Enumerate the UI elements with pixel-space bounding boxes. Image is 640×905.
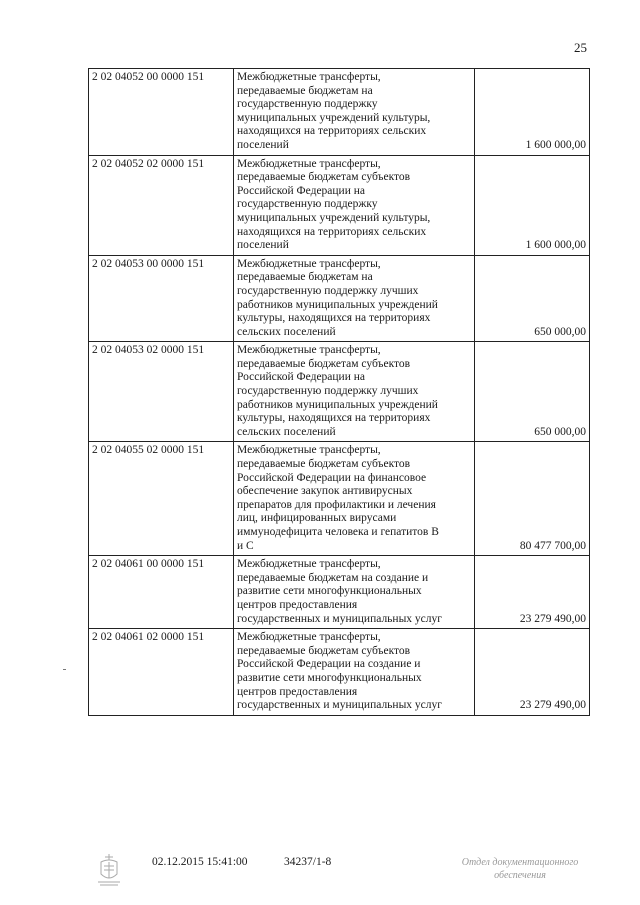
description-line: передаваемые бюджетам субъектов [237, 644, 411, 657]
table-row [89, 442, 590, 556]
description-cell [234, 155, 475, 255]
description-line: муниципальных учреждений культуры, [237, 111, 431, 124]
description-line: поселений [237, 138, 289, 151]
description-line: передаваемые бюджетам на создание и [237, 571, 429, 584]
footer-document-number: 34237/1-8 [284, 856, 332, 868]
amount-cell: 80 477 700,00 [475, 442, 590, 556]
description-line: поселений [237, 239, 289, 252]
amount-cell: 650 000,00 [475, 255, 590, 342]
description-line: лиц, инфицированных вирусами [237, 512, 397, 525]
description-cell [234, 69, 475, 156]
description-line: Российской Федерации на [237, 184, 365, 197]
description-line: и С [237, 539, 254, 552]
description-line: находящихся на территориях сельских [237, 225, 427, 238]
description-line: центров предоставления [237, 598, 358, 611]
description-line: работников муниципальных учреждений [237, 298, 438, 311]
description-line: государственную поддержку [237, 198, 378, 211]
amount-cell: 650 000,00 [475, 342, 590, 442]
description-line: сельских поселений [237, 425, 336, 438]
description-line: Межбюджетные трансферты, [237, 257, 381, 270]
description-cell [234, 442, 475, 556]
footer-timestamp: 02.12.2015 15:41:00 [152, 856, 248, 868]
description-line: Межбюджетные трансферты, [237, 344, 381, 357]
table-row [89, 342, 590, 442]
description-line: Межбюджетные трансферты, [237, 558, 381, 571]
budget-table [88, 68, 590, 716]
budget-code-cell: 2 02 04053 02 0000 151 [89, 342, 234, 442]
department-stamp-line: обеспечения [494, 870, 546, 881]
description-line: Российской Федерации на [237, 371, 365, 384]
table-row [89, 69, 590, 156]
department-stamp-line: Отдел документационного [461, 857, 579, 868]
amount-cell: 23 279 490,00 [475, 556, 590, 629]
description-line: работников муниципальных учреждений [237, 398, 438, 411]
description-line: передаваемые бюджетам на [237, 84, 373, 97]
description-line: Межбюджетные трансферты, [237, 444, 381, 457]
budget-code-cell: 2 02 04061 00 0000 151 [89, 556, 234, 629]
description-line: иммунодефицита человека и гепатитов В [237, 526, 439, 538]
description-line: Межбюджетные трансферты, [237, 631, 381, 644]
description-cell [234, 342, 475, 442]
description-line: находящихся на территориях сельских [237, 125, 427, 138]
description-line: государственную поддержку лучших [237, 284, 419, 297]
description-line: Межбюджетные трансферты, [237, 157, 381, 170]
budget-code-cell: 2 02 04061 02 0000 151 [89, 629, 234, 716]
budget-code-cell: 2 02 04052 00 0000 151 [89, 69, 234, 156]
table-row [89, 255, 590, 342]
amount-cell: 23 279 490,00 [475, 629, 590, 716]
description-line: сельских поселений [237, 325, 336, 338]
description-line: передаваемые бюджетам субъектов [237, 171, 411, 184]
description-line: культуры, находящихся на территориях [237, 312, 431, 325]
description-line: Межбюджетные трансферты, [237, 71, 381, 83]
table-row [89, 556, 590, 629]
description-line: государственных и муниципальных услуг [237, 612, 442, 625]
description-line: обеспечение закупок антивирусных [237, 485, 413, 498]
description-line: передаваемые бюджетам на [237, 271, 373, 284]
budget-code-cell: 2 02 04053 00 0000 151 [89, 255, 234, 342]
table-row [89, 155, 590, 255]
margin-mark [63, 669, 66, 670]
description-line: развитие сети многофункциональных [237, 585, 422, 598]
description-cell [234, 255, 475, 342]
amount-cell: 1 600 000,00 [475, 69, 590, 156]
description-line: культуры, находящихся на территориях [237, 412, 431, 425]
table-row [89, 629, 590, 716]
description-line: государственных и муниципальных услуг [237, 699, 442, 712]
description-line: центров предоставления [237, 685, 358, 698]
description-line: передаваемые бюджетам субъектов [237, 357, 411, 370]
page-number: 25 [574, 40, 587, 55]
description-line: передаваемые бюджетам субъектов [237, 458, 411, 471]
description-line: Российской Федерации на финансовое [237, 471, 427, 484]
budget-code-cell: 2 02 04055 02 0000 151 [89, 442, 234, 556]
description-line: препаратов для профилактики и лечения [237, 498, 436, 511]
description-line: государственную поддержку [237, 98, 378, 111]
description-line: развитие сети многофункциональных [237, 671, 422, 684]
budget-table-body [89, 69, 590, 716]
amount-cell: 1 600 000,00 [475, 155, 590, 255]
description-line: Российской Федерации на создание и [237, 658, 421, 671]
description-line: муниципальных учреждений культуры, [237, 211, 431, 224]
budget-code-cell: 2 02 04052 02 0000 151 [89, 155, 234, 255]
description-cell [234, 629, 475, 716]
coat-of-arms-icon [96, 852, 122, 891]
description-line: государственную поддержку лучших [237, 385, 419, 398]
description-cell [234, 556, 475, 629]
department-stamp [450, 856, 590, 882]
